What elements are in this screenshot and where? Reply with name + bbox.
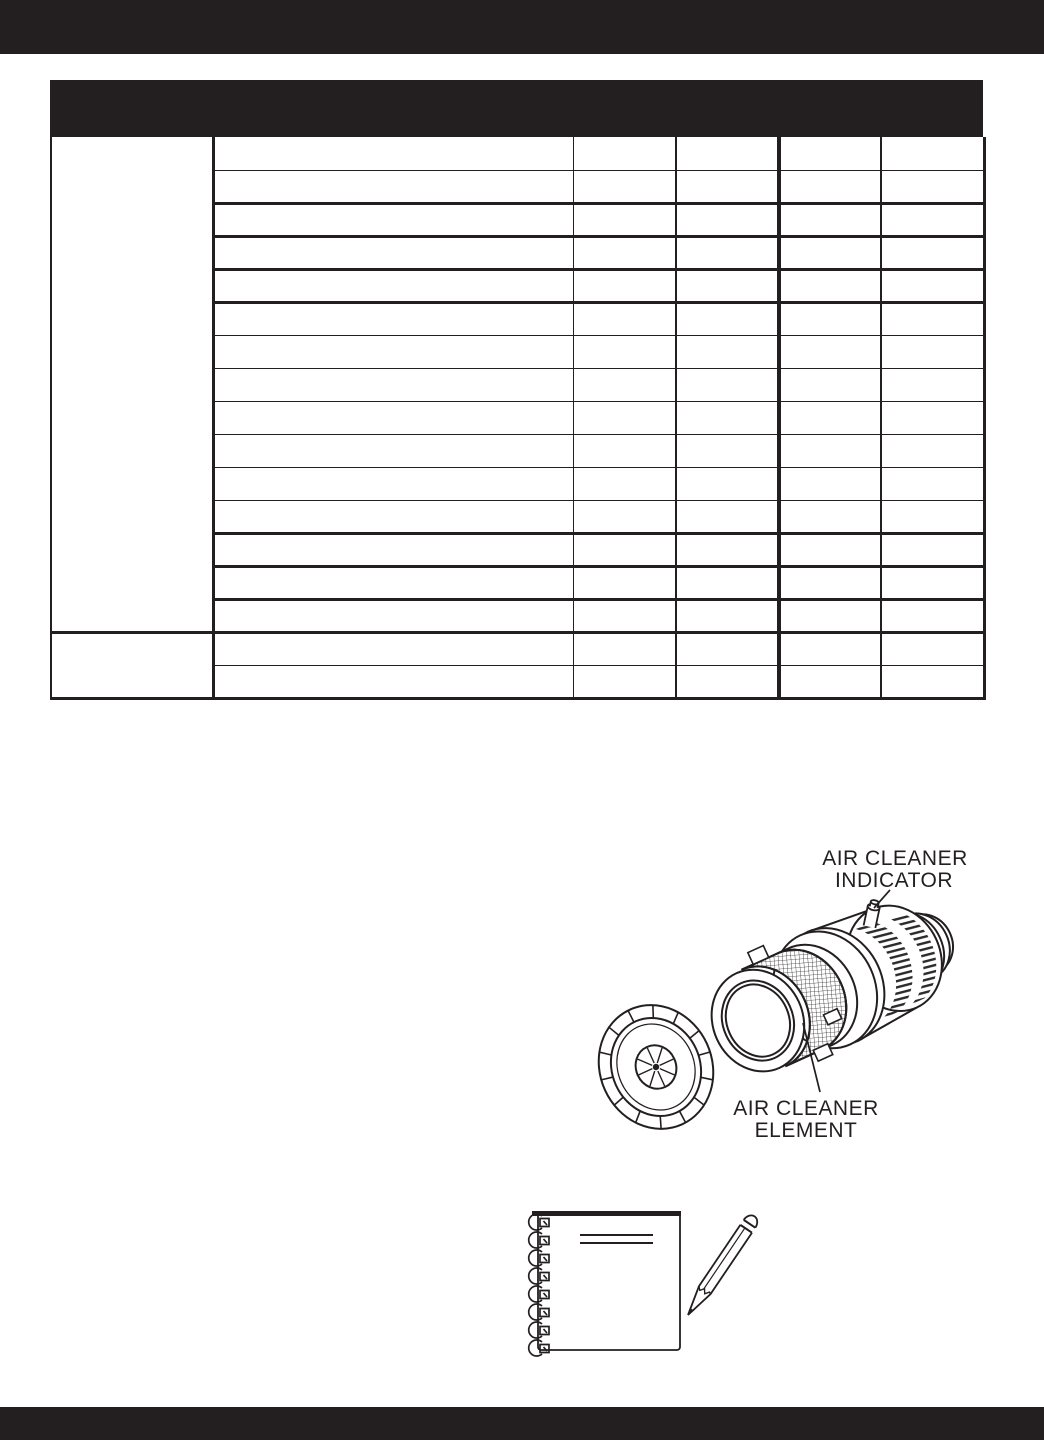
task-description-cell xyxy=(213,203,573,236)
value-cell xyxy=(779,236,881,269)
task-description-cell xyxy=(213,467,573,500)
notebook-illustration xyxy=(520,1195,780,1370)
value-cell xyxy=(881,467,984,500)
value-cell xyxy=(881,434,984,467)
value-cell xyxy=(573,566,676,599)
value-cell xyxy=(881,533,984,566)
task-description-cell xyxy=(213,137,573,170)
value-cell xyxy=(881,335,984,368)
value-cell xyxy=(573,599,676,632)
task-description-cell xyxy=(213,236,573,269)
value-cell xyxy=(676,632,779,665)
value-cell xyxy=(779,269,881,302)
value-cell xyxy=(676,203,779,236)
value-cell xyxy=(779,302,881,335)
air-cleaner-indicator-label xyxy=(822,847,968,892)
value-cell xyxy=(676,368,779,401)
value-cell xyxy=(676,137,779,170)
value-cell xyxy=(573,335,676,368)
svg-text:ELEMENT: ELEMENT xyxy=(754,1119,858,1142)
value-cell xyxy=(881,566,984,599)
table-row xyxy=(51,137,984,170)
task-description-cell xyxy=(213,368,573,401)
value-cell xyxy=(573,467,676,500)
value-cell xyxy=(676,434,779,467)
air-cleaner-illustration xyxy=(555,835,1044,1167)
value-cell xyxy=(779,335,881,368)
task-description-cell xyxy=(213,566,573,599)
value-cell xyxy=(881,665,984,698)
value-cell xyxy=(881,170,984,203)
value-cell xyxy=(573,665,676,698)
pencil-icon xyxy=(682,1212,760,1318)
value-cell xyxy=(881,368,984,401)
value-cell xyxy=(676,335,779,368)
page-footer-bar xyxy=(0,1407,1044,1440)
value-cell xyxy=(676,533,779,566)
air-cleaner-end-cap xyxy=(579,986,733,1147)
value-cell xyxy=(779,566,881,599)
value-cell xyxy=(573,236,676,269)
value-cell xyxy=(881,599,984,632)
value-cell xyxy=(881,500,984,533)
value-cell xyxy=(676,236,779,269)
value-cell xyxy=(676,500,779,533)
svg-text:AIR CLEANER: AIR CLEANER xyxy=(733,1097,879,1120)
value-cell xyxy=(573,368,676,401)
maintenance-table-body xyxy=(51,137,984,698)
value-cell xyxy=(779,401,881,434)
notebook-cover xyxy=(532,1212,681,1350)
interval-group-cell xyxy=(51,137,213,632)
value-cell xyxy=(573,434,676,467)
value-cell xyxy=(573,401,676,434)
page-header-bar xyxy=(0,0,1044,54)
value-cell xyxy=(573,302,676,335)
value-cell xyxy=(779,632,881,665)
value-cell xyxy=(676,269,779,302)
value-cell xyxy=(779,434,881,467)
task-description-cell xyxy=(213,335,573,368)
value-cell xyxy=(779,467,881,500)
value-cell xyxy=(573,203,676,236)
table-row xyxy=(51,632,984,665)
value-cell xyxy=(573,533,676,566)
value-cell xyxy=(676,665,779,698)
value-cell xyxy=(881,137,984,170)
value-cell xyxy=(881,269,984,302)
task-description-cell xyxy=(213,632,573,665)
value-cell xyxy=(573,500,676,533)
maintenance-schedule-section xyxy=(50,80,983,700)
value-cell xyxy=(779,533,881,566)
task-description-cell xyxy=(213,665,573,698)
value-cell xyxy=(881,302,984,335)
value-cell xyxy=(881,236,984,269)
value-cell xyxy=(573,170,676,203)
value-cell xyxy=(573,632,676,665)
task-description-cell xyxy=(213,434,573,467)
table-header-block xyxy=(50,80,983,137)
value-cell xyxy=(779,665,881,698)
interval-group-cell xyxy=(51,632,213,698)
value-cell xyxy=(573,137,676,170)
task-description-cell xyxy=(213,401,573,434)
value-cell xyxy=(779,170,881,203)
value-cell xyxy=(779,203,881,236)
task-description-cell xyxy=(213,599,573,632)
value-cell xyxy=(676,170,779,203)
value-cell xyxy=(676,599,779,632)
maintenance-table xyxy=(50,137,986,700)
value-cell xyxy=(676,467,779,500)
value-cell xyxy=(881,203,984,236)
value-cell xyxy=(676,401,779,434)
value-cell xyxy=(676,566,779,599)
value-cell xyxy=(881,632,984,665)
value-cell xyxy=(779,137,881,170)
svg-text:AIR CLEANER: AIR CLEANER xyxy=(822,847,968,870)
task-description-cell xyxy=(213,170,573,203)
svg-text:INDICATOR: INDICATOR xyxy=(834,869,954,892)
task-description-cell xyxy=(213,500,573,533)
value-cell xyxy=(676,302,779,335)
value-cell xyxy=(881,401,984,434)
value-cell xyxy=(779,368,881,401)
value-cell xyxy=(779,500,881,533)
value-cell xyxy=(779,599,881,632)
value-cell xyxy=(573,269,676,302)
air-cleaner-element-label xyxy=(733,1097,879,1142)
task-description-cell xyxy=(213,533,573,566)
task-description-cell xyxy=(213,269,573,302)
task-description-cell xyxy=(213,302,573,335)
